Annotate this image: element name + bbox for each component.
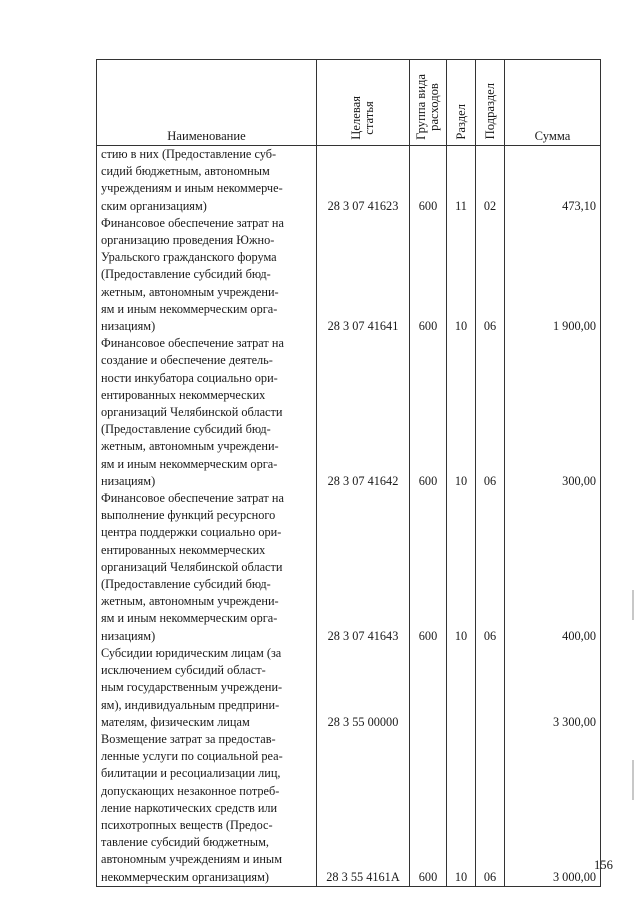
row-subsection: 02 [476,146,505,215]
row-name: Возмещение затрат за предостав- ленные услуги по социальной реа- билитации и ресоциализации лиц, допускающих незаконное потреб- ление наркотических средств или психотропных веществ (Предос- тавление субсидий бюджетным, автономным учреждениям и иным некоммерческим организациям) [97,731,317,886]
row-expense-group: 600 [410,731,447,886]
row-amount: 1 900,00 [505,215,601,335]
row-section [447,645,476,731]
row-subsection: 06 [476,731,505,886]
row-target-article: 28 3 55 00000 [317,645,410,731]
row-amount: 3 000,00 [505,731,601,886]
row-section: 10 [447,731,476,886]
row-name: Субсидии юридическим лицам (за исключением субсидий област- ным государственным учреждени- ям), индивидуальным предприни- мателям, физическим лицам [97,645,317,731]
header-amount: Сумма [505,60,601,146]
scan-edge-mark [632,760,634,800]
budget-table [96,59,601,887]
table-row [97,146,601,215]
row-section: 11 [447,146,476,215]
row-expense-group: 600 [410,146,447,215]
row-subsection: 06 [476,490,505,645]
header-name: Наименование [97,60,317,146]
row-subsection: 06 [476,215,505,335]
row-amount: 400,00 [505,490,601,645]
table-row [97,215,601,335]
header-section-text: Раздел [453,104,468,140]
header-subsection [476,60,505,146]
row-amount: 3 300,00 [505,645,601,731]
header-target-article-text: Целевая статья [349,96,376,140]
row-name: стию в них (Предоставление суб- сидий бюджетным, автономным учреждениям и иным некоммерче- ским организациям) [97,146,317,215]
row-subsection [476,645,505,731]
row-target-article: 28 3 07 41642 [317,335,410,490]
row-target-article: 28 3 07 41641 [317,215,410,335]
table-row [97,335,601,490]
row-name: Финансовое обеспечение затрат на выполнение функций ресурсного центра поддержки социально ори- ентированных некоммерческих организаций Челябинской области (Предоставление субсидий бюд- жетным, автономным учреждени- ям и иным некоммерческим орга- низациям) [97,490,317,645]
page-number: 156 [594,858,613,872]
row-amount: 473,10 [505,146,601,215]
row-section: 10 [447,490,476,645]
row-section: 10 [447,215,476,335]
row-subsection: 06 [476,335,505,490]
table-row [97,645,601,731]
row-expense-group [410,645,447,731]
row-expense-group: 600 [410,215,447,335]
row-amount: 300,00 [505,335,601,490]
row-target-article: 28 3 55 4161А [317,731,410,886]
header-target-article [317,60,410,146]
header-expense-group [410,60,447,146]
scan-edge-mark [632,590,634,620]
row-name: Финансовое обеспечение затрат на организацию проведения Южно- Уральского гражданского форума (Предоставление субсидий бюд- жетным, автономным учреждени- ям и иным некоммерческим орга- низациям) [97,215,317,335]
header-section [447,60,476,146]
row-target-article: 28 3 07 41623 [317,146,410,215]
row-expense-group: 600 [410,490,447,645]
table-header-row [97,60,601,146]
header-subsection-text: Подраздел [482,83,497,140]
row-section: 10 [447,335,476,490]
table-row [97,490,601,645]
row-target-article: 28 3 07 41643 [317,490,410,645]
header-expense-group-text: Группа вида расходов [414,73,441,140]
row-expense-group: 600 [410,335,447,490]
row-name: Финансовое обеспечение затрат на создание и обеспечение деятель- ности инкубатора социально ори- ентированных некоммерческих организаций Челябинской области (Предоставление субсидий бюд- жетным, автономным учреждени- ям и иным некоммерческим орга- низациям) [97,335,317,490]
table-row [97,731,601,886]
